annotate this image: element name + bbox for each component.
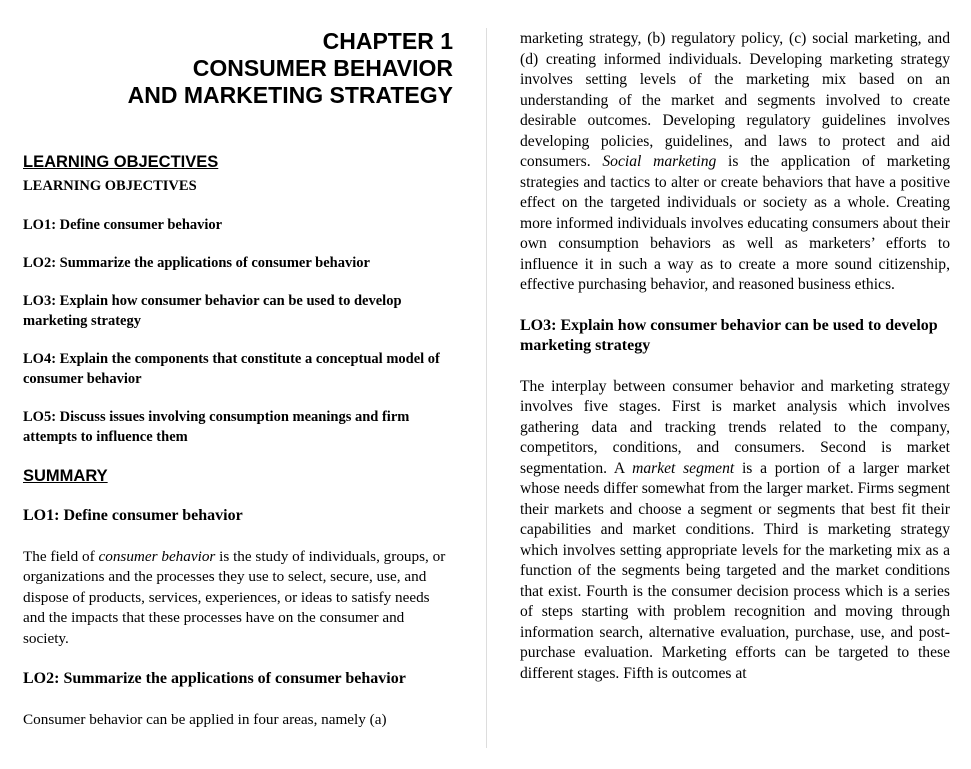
objective-item: LO4: Explain the components that constitute a conceptual model of consumer behavior — [23, 350, 440, 387]
chapter-title-line: AND MARKETING STRATEGY — [127, 82, 453, 108]
learning-objectives-heading: LEARNING OBJECTIVES — [23, 153, 219, 171]
left-column — [23, 28, 453, 730]
chapter-title-line: CONSUMER BEHAVIOR — [192, 55, 453, 81]
lo1-paragraph: The field of consumer behavior is the study of individuals, groups, or organizations and the processes they use to select, secure, use, and dispose of products, services, experiences, or ideas to satisfy needs and the impacts that these processes have on the consumer and society. — [23, 547, 446, 647]
objective-item: LO5: Discuss issues involving consumption meanings and firm attempts to influence them — [23, 408, 410, 445]
lo2-heading: LO2: Summarize the applications of consumer behavior — [23, 670, 406, 687]
chapter-title — [23, 28, 453, 109]
lo2-paragraph-continued: marketing strategy, (b) regulatory policy, (c) social marketing, and (d) creating informed individuals. Developing marketing strategy involves setting levels of the marketing mix based on an understanding of the market and segments involved to create desirable outcomes. Developing regulatory guidelines involves developing policies, guidelines, and laws to protect and aid consumers. Social marketing is the application of marketing strategies and tactics to alter or create behaviors that have a positive effect on the targeted individuals or society as a whole. Creating more informed individuals involves educating consumers about their own consumption behaviors as well as marketers’ efforts to influence it in such a way as to create a more sound citizenship, effective purchasing behavior, and reasoned business ethics. — [520, 30, 950, 293]
term-consumer-behavior: consumer behavior — [98, 547, 216, 565]
lo3-heading: LO3: Explain how consumer behavior can be used to develop marketing strategy — [520, 316, 938, 354]
lo1-heading: LO1: Define consumer behavior — [23, 507, 243, 524]
lo2-paragraph-start: Consumer behavior can be applied in four areas, namely (a) — [23, 710, 387, 728]
learning-objectives-subheading: LEARNING OBJECTIVES — [23, 177, 197, 194]
objective-item: LO3: Explain how consumer behavior can be used to develop marketing strategy — [23, 292, 402, 329]
column-divider — [486, 28, 487, 748]
objective-item: LO2: Summarize the applications of consumer behavior — [23, 254, 370, 271]
summary-heading: SUMMARY — [23, 466, 108, 485]
right-column — [520, 29, 950, 684]
term-social-marketing: Social marketing — [602, 153, 717, 170]
chapter-number: CHAPTER 1 — [322, 28, 453, 54]
objective-item: LO1: Define consumer behavior — [23, 216, 223, 233]
term-market-segment: market segment — [632, 459, 735, 477]
lo3-paragraph: The interplay between consumer behavior and marketing strategy involves five stages. First is market analysis which involves gathering data and tracking trends related to the company, competitors, conditions, and consumers. Second is market segmentation. A market segment is a portion of a larger market whose needs differ somewhat from the larger market. Firms segment their markets and choose a segment or segments that best fit their capabilities and market conditions. Third is marketing strategy which involves setting appropriate levels for the marketing mix as a function of the segments being targeted and the market conditions that exist. Fourth is the consumer decision process which is a series of steps starting with problem recognition and moving through information search, alternative evaluation, purchase, use, and post-purchase evaluation. Marketing efforts can be targeted to these different stages. Fifth is outcomes at — [520, 377, 950, 682]
